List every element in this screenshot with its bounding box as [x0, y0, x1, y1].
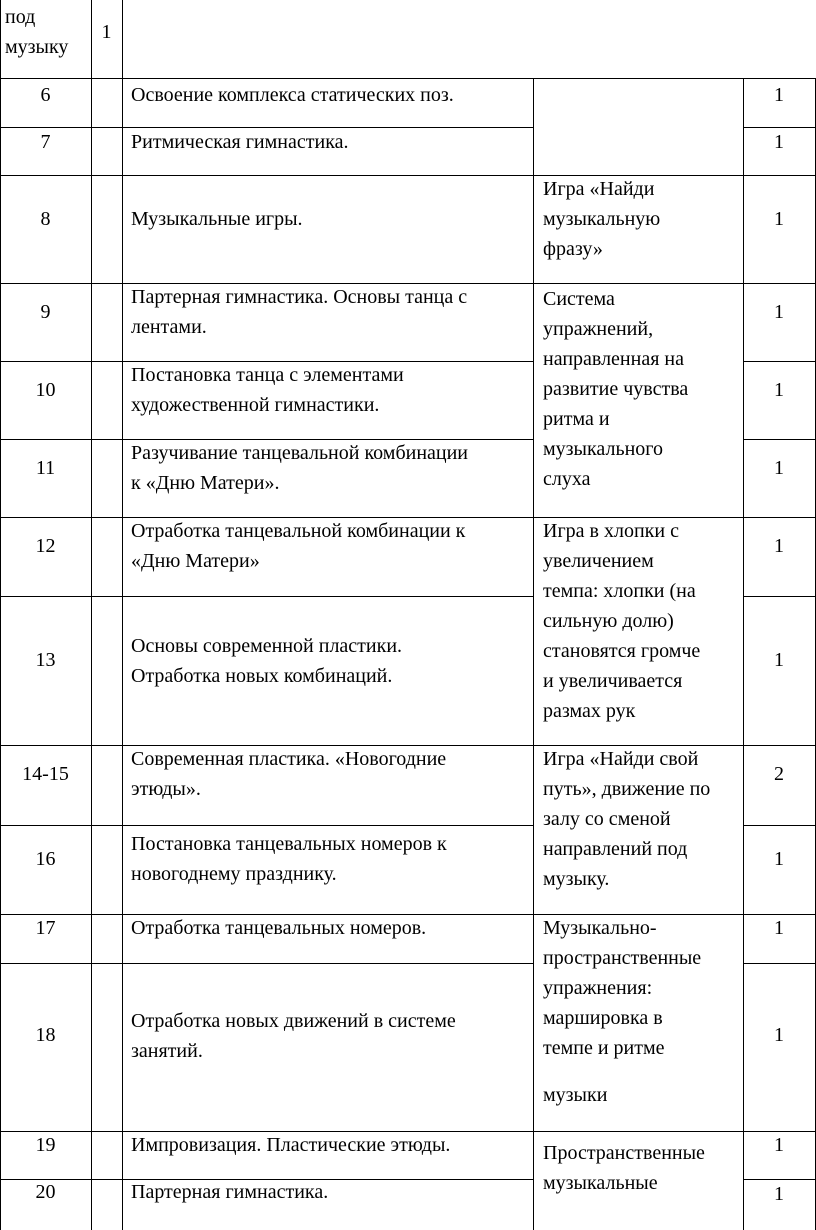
border [533, 78, 534, 1230]
border [743, 825, 816, 826]
row-number: 7 [40, 131, 51, 153]
row-hours: 1 [774, 208, 784, 230]
row-hours: 1 [774, 848, 784, 870]
row-topic: Разучивание танцевальной комбинации к «Дню Матери». [131, 442, 469, 494]
row-note: Пространственные музыкальные [543, 1142, 705, 1194]
row-topic: Партерная гимнастика. Основы танца с лентами. [131, 286, 468, 338]
row-hours: 1 [774, 457, 784, 479]
row-topic: Освоение комплекса статических поз. [131, 84, 454, 106]
row-number: 18 [35, 1024, 56, 1046]
row-number: 12 [35, 535, 56, 557]
border [0, 596, 534, 597]
row-note: Система упражнений, направленная на развитие чувства ритма и музыкального слуха [543, 288, 689, 490]
row-topic: Основы современной пластики. Отработка новых комбинаций. [131, 635, 403, 687]
row-hours: 1 [774, 301, 784, 323]
row-note: Игра «Найди свой путь», движение по залу со сменой направлений под музыку. [543, 748, 711, 890]
border [122, 78, 123, 1230]
row-hours: 1 [774, 917, 784, 939]
row-number: 17 [35, 917, 56, 939]
row-topic: Отработка танцевальных номеров. [131, 917, 427, 939]
border [0, 825, 534, 826]
row-number: 6 [40, 84, 51, 106]
row-hours: 1 [774, 1134, 784, 1156]
row-topic: Партерная гимнастика. [131, 1181, 329, 1203]
border [743, 361, 816, 362]
row-hours: 1 [774, 379, 784, 401]
row-hours: 1 [774, 1183, 784, 1205]
row-topic: Современная пластика. «Новогодние этюды». [131, 748, 447, 800]
row-hours: 1 [774, 131, 784, 153]
cell-top-hours: 1 [101, 21, 112, 43]
row-number: 20 [35, 1181, 56, 1203]
row-number: 8 [40, 208, 51, 230]
row-note: Игра «Найди музыкальную фразу» [543, 178, 661, 260]
border [0, 78, 816, 79]
row-number: 19 [35, 1134, 56, 1156]
row-number: 13 [35, 649, 56, 671]
row-hours: 1 [774, 1024, 784, 1046]
border [122, 0, 123, 80]
row-hours: 1 [774, 84, 784, 106]
row-topic: Импровизация. Пластические этюды. [131, 1134, 451, 1156]
row-topic: Ритмическая гимнастика. [131, 131, 349, 153]
row-number: 14-15 [22, 763, 69, 785]
row-topic: Постановка танцевальных номеров к новогоднему празднику. [131, 833, 447, 885]
border [743, 963, 816, 964]
row-number: 9 [40, 301, 51, 323]
border [743, 596, 816, 597]
border [91, 78, 92, 1230]
row-hours: 2 [774, 763, 784, 785]
row-hours: 1 [774, 649, 784, 671]
row-number: 16 [35, 848, 56, 870]
row-topic: Отработка танцевальной комбинации к «Дню Матери» [131, 520, 466, 572]
border [0, 0, 1, 80]
row-note: Игра в хлопки с увеличением темпа: хлопки (на сильную долю) становятся громче и увеличивается размах рук [543, 520, 701, 722]
row-topic: Отработка новых движений в системе занятий. [131, 1010, 456, 1062]
border [743, 439, 816, 440]
row-topic: Постановка танца с элементами художественной гимнастики. [131, 364, 404, 416]
row-number: 11 [35, 457, 56, 479]
row-hours: 1 [774, 535, 784, 557]
row-note: музыки [543, 1084, 608, 1106]
row-number: 10 [35, 379, 56, 401]
row-topic: Музыкальные игры. [131, 208, 303, 230]
cell-top-label: под музыку [5, 6, 69, 58]
row-note: Музыкально- пространственные упражнения: маршировка в темпе и ритме [543, 917, 702, 1059]
border [0, 963, 534, 964]
